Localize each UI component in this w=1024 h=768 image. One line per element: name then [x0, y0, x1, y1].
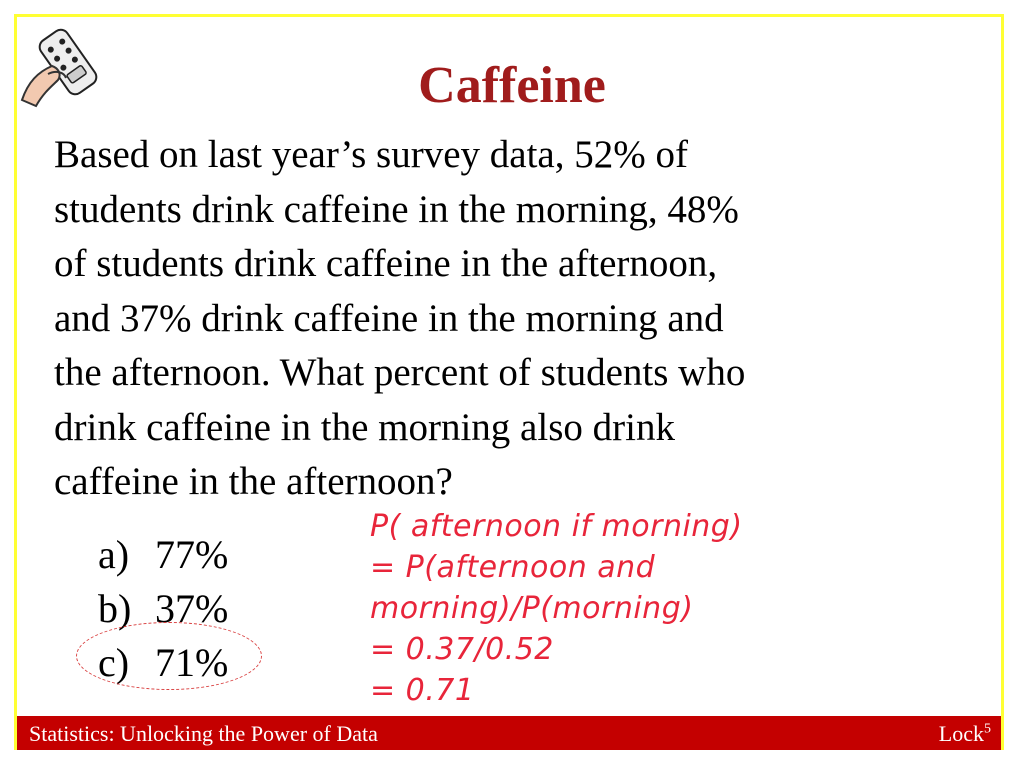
choice-letter: b) [98, 586, 132, 631]
footer-author-name: Lock [938, 721, 984, 746]
selected-answer-circle [76, 622, 262, 690]
question-line: of students drink caffeine in the afternoon, [54, 242, 718, 285]
question-line: drink caffeine in the morning also drink [54, 405, 675, 449]
question-line: students drink caffeine in the morning, 48% [54, 187, 739, 231]
question-line: and 37% drink caffeine in the morning and [54, 296, 724, 340]
footer-author [939, 721, 991, 747]
question-text [54, 128, 954, 510]
footer-author-sup: 5 [984, 721, 991, 737]
choice-letter: a) [98, 532, 130, 577]
choice-a [98, 528, 228, 582]
work-line: = 0.37/0.52 [370, 632, 554, 667]
work-line: morning)/P(morning) [370, 591, 694, 626]
question-line: Based on last year’s survey data, 52% of [54, 133, 688, 176]
choice-letter: c) [98, 640, 130, 685]
choice-value: 71% [155, 640, 229, 685]
question-line: the afternoon. What percent of students who [54, 351, 746, 394]
choice-value: 37% [155, 586, 229, 631]
slide-title: Caffeine [418, 57, 606, 114]
question-line: caffeine in the afternoon? [54, 460, 453, 503]
work-line: = P(afternoon and [370, 550, 656, 585]
solution-work [370, 506, 743, 711]
footer-course-title: Statistics: Unlocking the Power of Data [29, 721, 378, 746]
choice-value: 77% [155, 532, 229, 577]
work-line: = 0.71 [370, 673, 475, 708]
work-line: P( afternoon if morning) [370, 509, 743, 544]
footer-bar [17, 716, 1001, 750]
